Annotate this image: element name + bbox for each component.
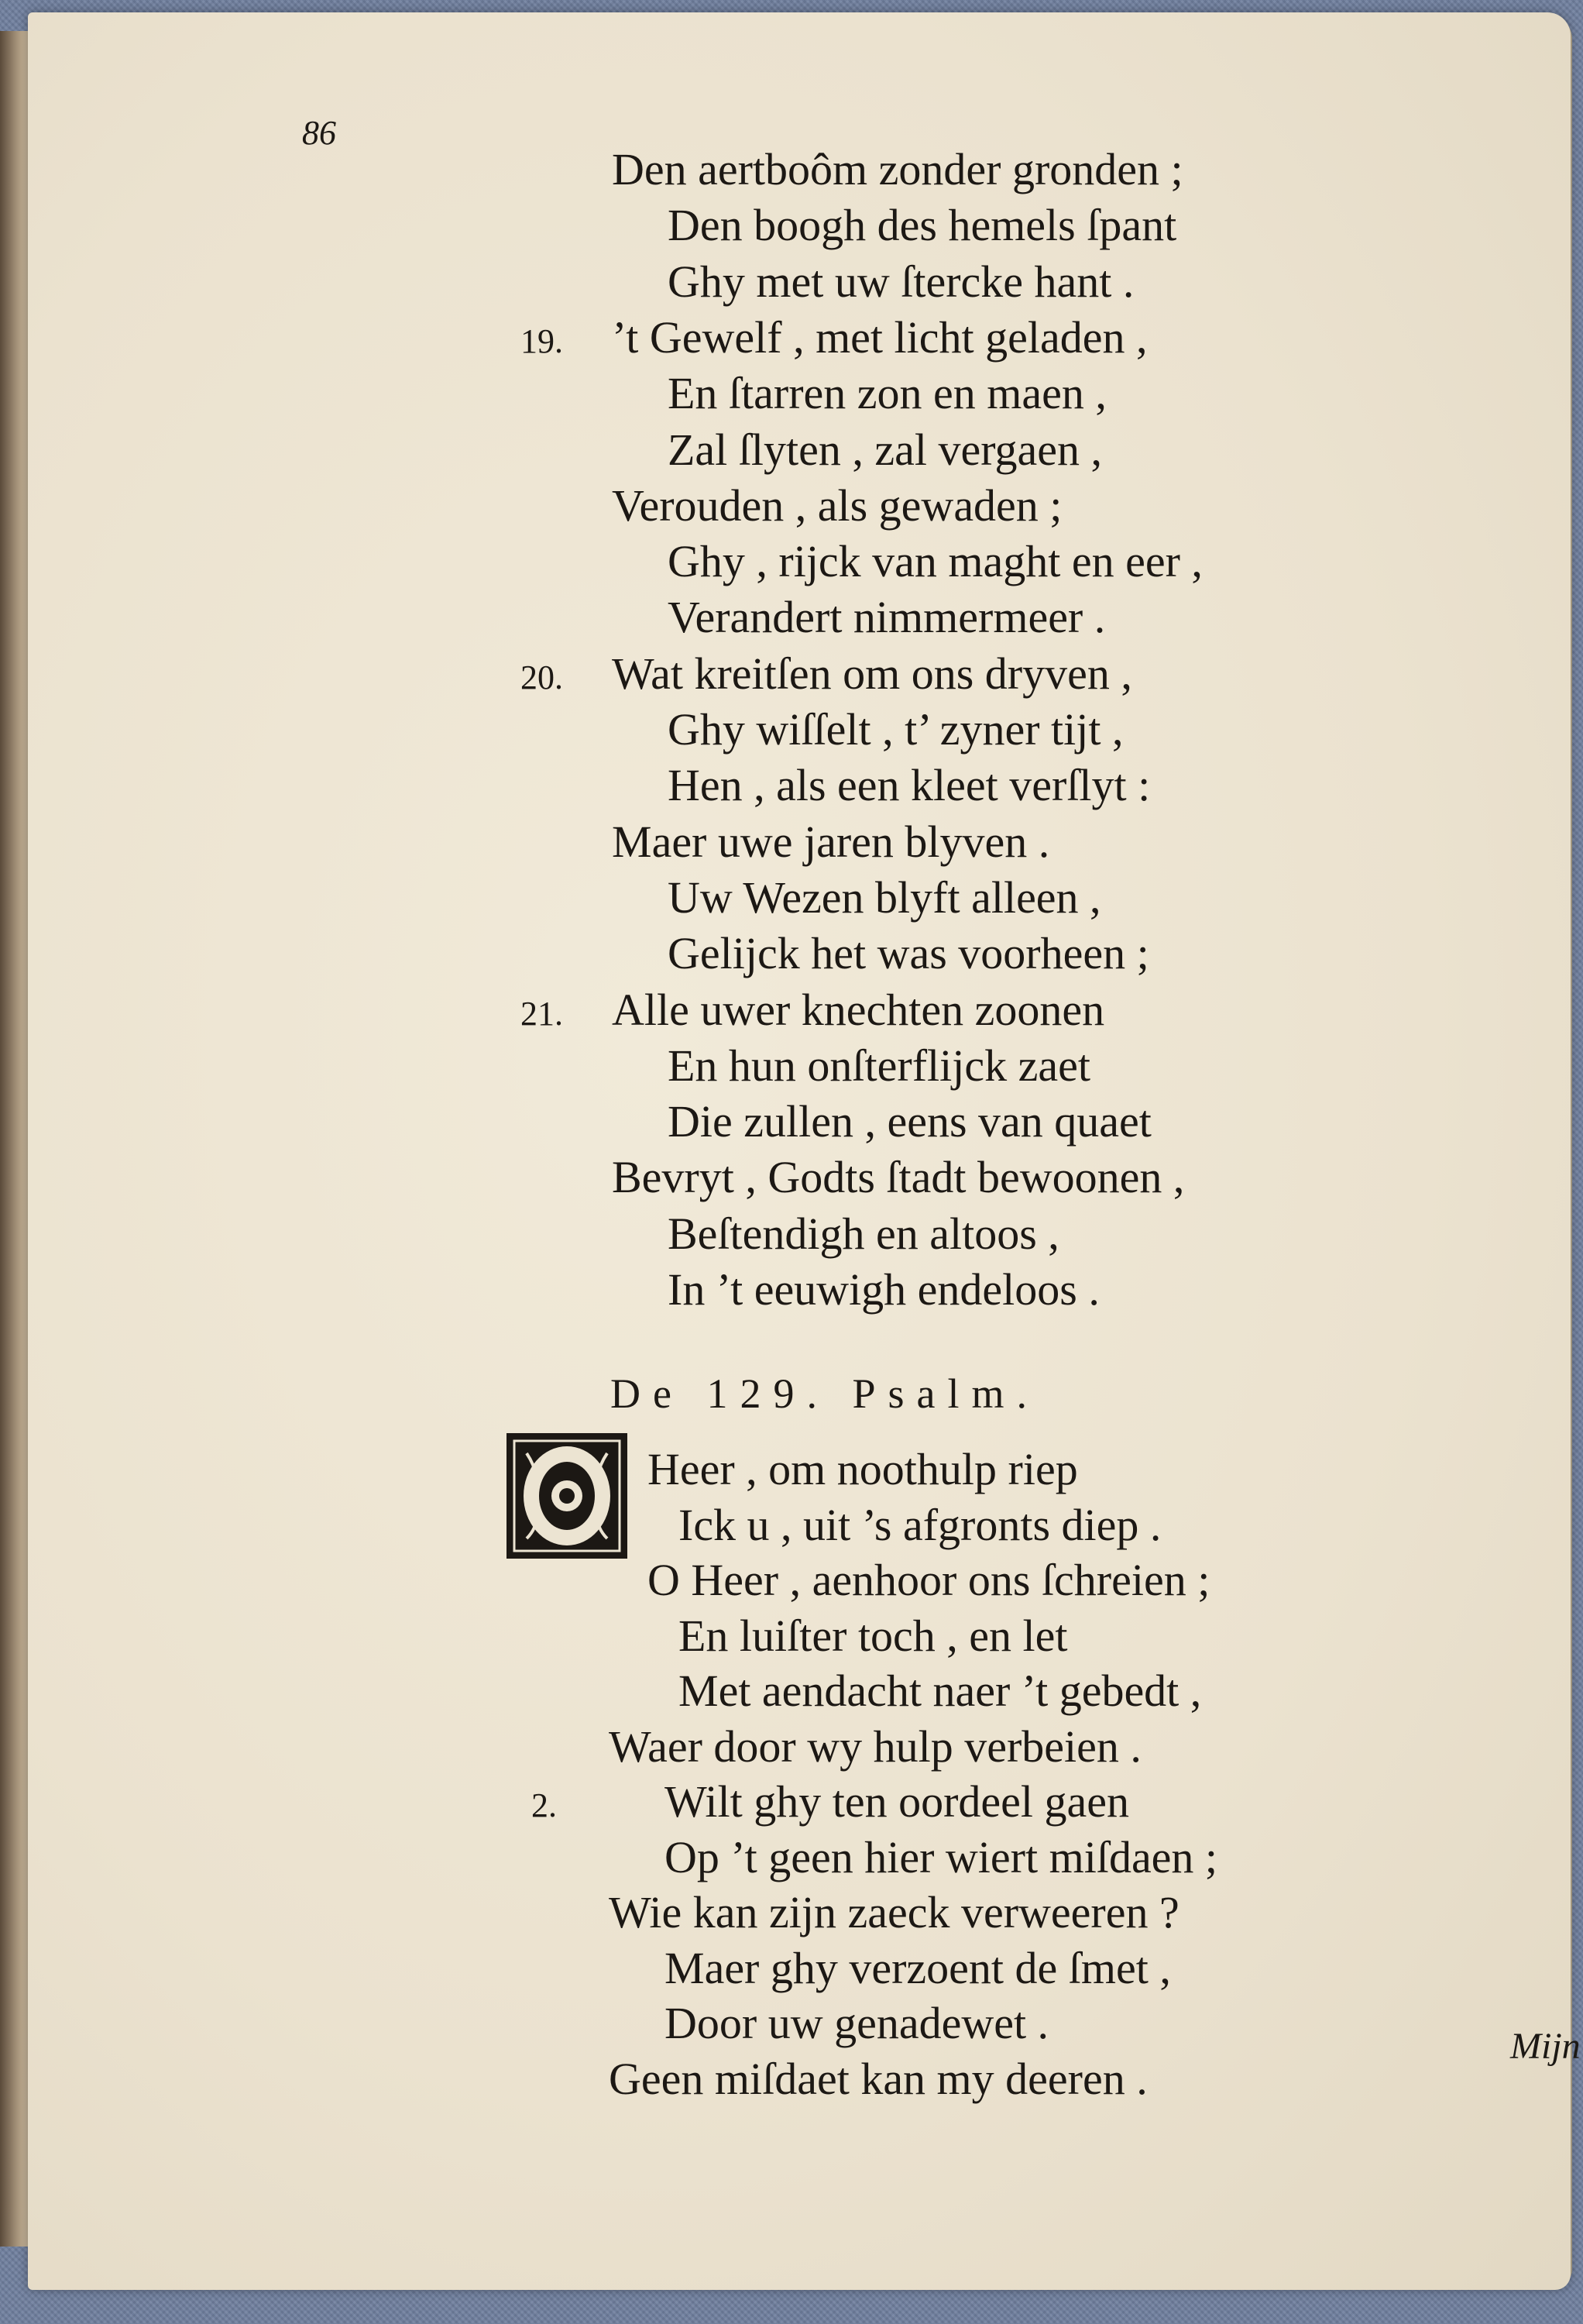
verse-line: Die zullen , eens van quaet [668,1096,1152,1147]
verse-line: Wat kreitſen om ons dryven , [612,648,1132,699]
verse-line: Bevryt , Godts ſtadt bewoonen , [612,1152,1185,1203]
verse-line: Door uw genadewet . [664,1998,1049,2048]
verse-number: 21. [520,994,563,1033]
verse-line: Zal ſlyten , zal vergaen , [668,424,1102,475]
verse-line: Hen , als een kleet verſlyt : [668,760,1151,811]
verse-line: Uw Wezen blyft alleen , [668,871,1101,923]
verse-line: Beſtendigh en altoos , [668,1208,1059,1259]
page-number: 86 [302,114,336,152]
verse-line: Gelijck het was voorheen ; [668,928,1149,979]
verse-line: Maer uwe jaren blyven . [612,816,1050,867]
verse-line: Op ’t geen hier wiert miſdaen ; [664,1831,1218,1882]
verse-line: Ghy met uw ſtercke hant . [668,256,1135,307]
verse-line: En ſtarren zon en maen , [668,368,1107,419]
verse-line: In ’t eeuwigh endeloos . [668,1264,1100,1315]
verse-number: 2. [531,1786,557,1824]
verse-line: Waer door wy hulp verbeien . [609,1721,1142,1772]
verse-line: Geen miſdaet kan my deeren . [609,2053,1148,2104]
verse-line: Den aertboôm zonder gronden ; [612,144,1183,194]
catchword: Mijn [1510,2026,1581,2067]
verse-line: Verandert nimmermeer . [668,592,1106,643]
verse-line: Heer , om noothulp riep [647,1444,1078,1494]
verse-line: Met aendacht naer ’t gebedt , [678,1666,1202,1716]
verse-number: 19. [520,321,563,360]
verse-line: En luiſter toch , en let [678,1610,1068,1661]
verse-line: Ghy wiſſelt , t’ zyner tijt , [668,704,1124,755]
verse-line: Ghy , rijck van maght en eer , [668,536,1203,587]
verse-line: ’t Gewelf , met licht geladen , [612,311,1148,363]
verse-line: Maer ghy verzoent de ſmet , [664,1942,1171,1993]
verse-line: O Heer , aenhoor ons ſchreien ; [647,1555,1210,1605]
verse-line: En hun onſterflijck zaet [668,1040,1090,1091]
psalm-heading: De 129. Psalm. [610,1370,1039,1417]
verse-line: Alle uwer knechten zoonen [612,984,1105,1035]
verse-line: Verouden , als gewaden ; [612,480,1063,531]
decorated-initial-icon [503,1430,630,1562]
verse-line: Wie kan zijn zaeck verweeren ? [609,1887,1180,1937]
verse-line: Ick u , uit ’s afgronts diep . [678,1499,1162,1550]
verse-number: 20. [520,658,563,696]
verse-line: Den boogh des hemels ſpant [668,200,1177,251]
verse-line: Wilt ghy ten oordeel gaen [664,1776,1130,1827]
